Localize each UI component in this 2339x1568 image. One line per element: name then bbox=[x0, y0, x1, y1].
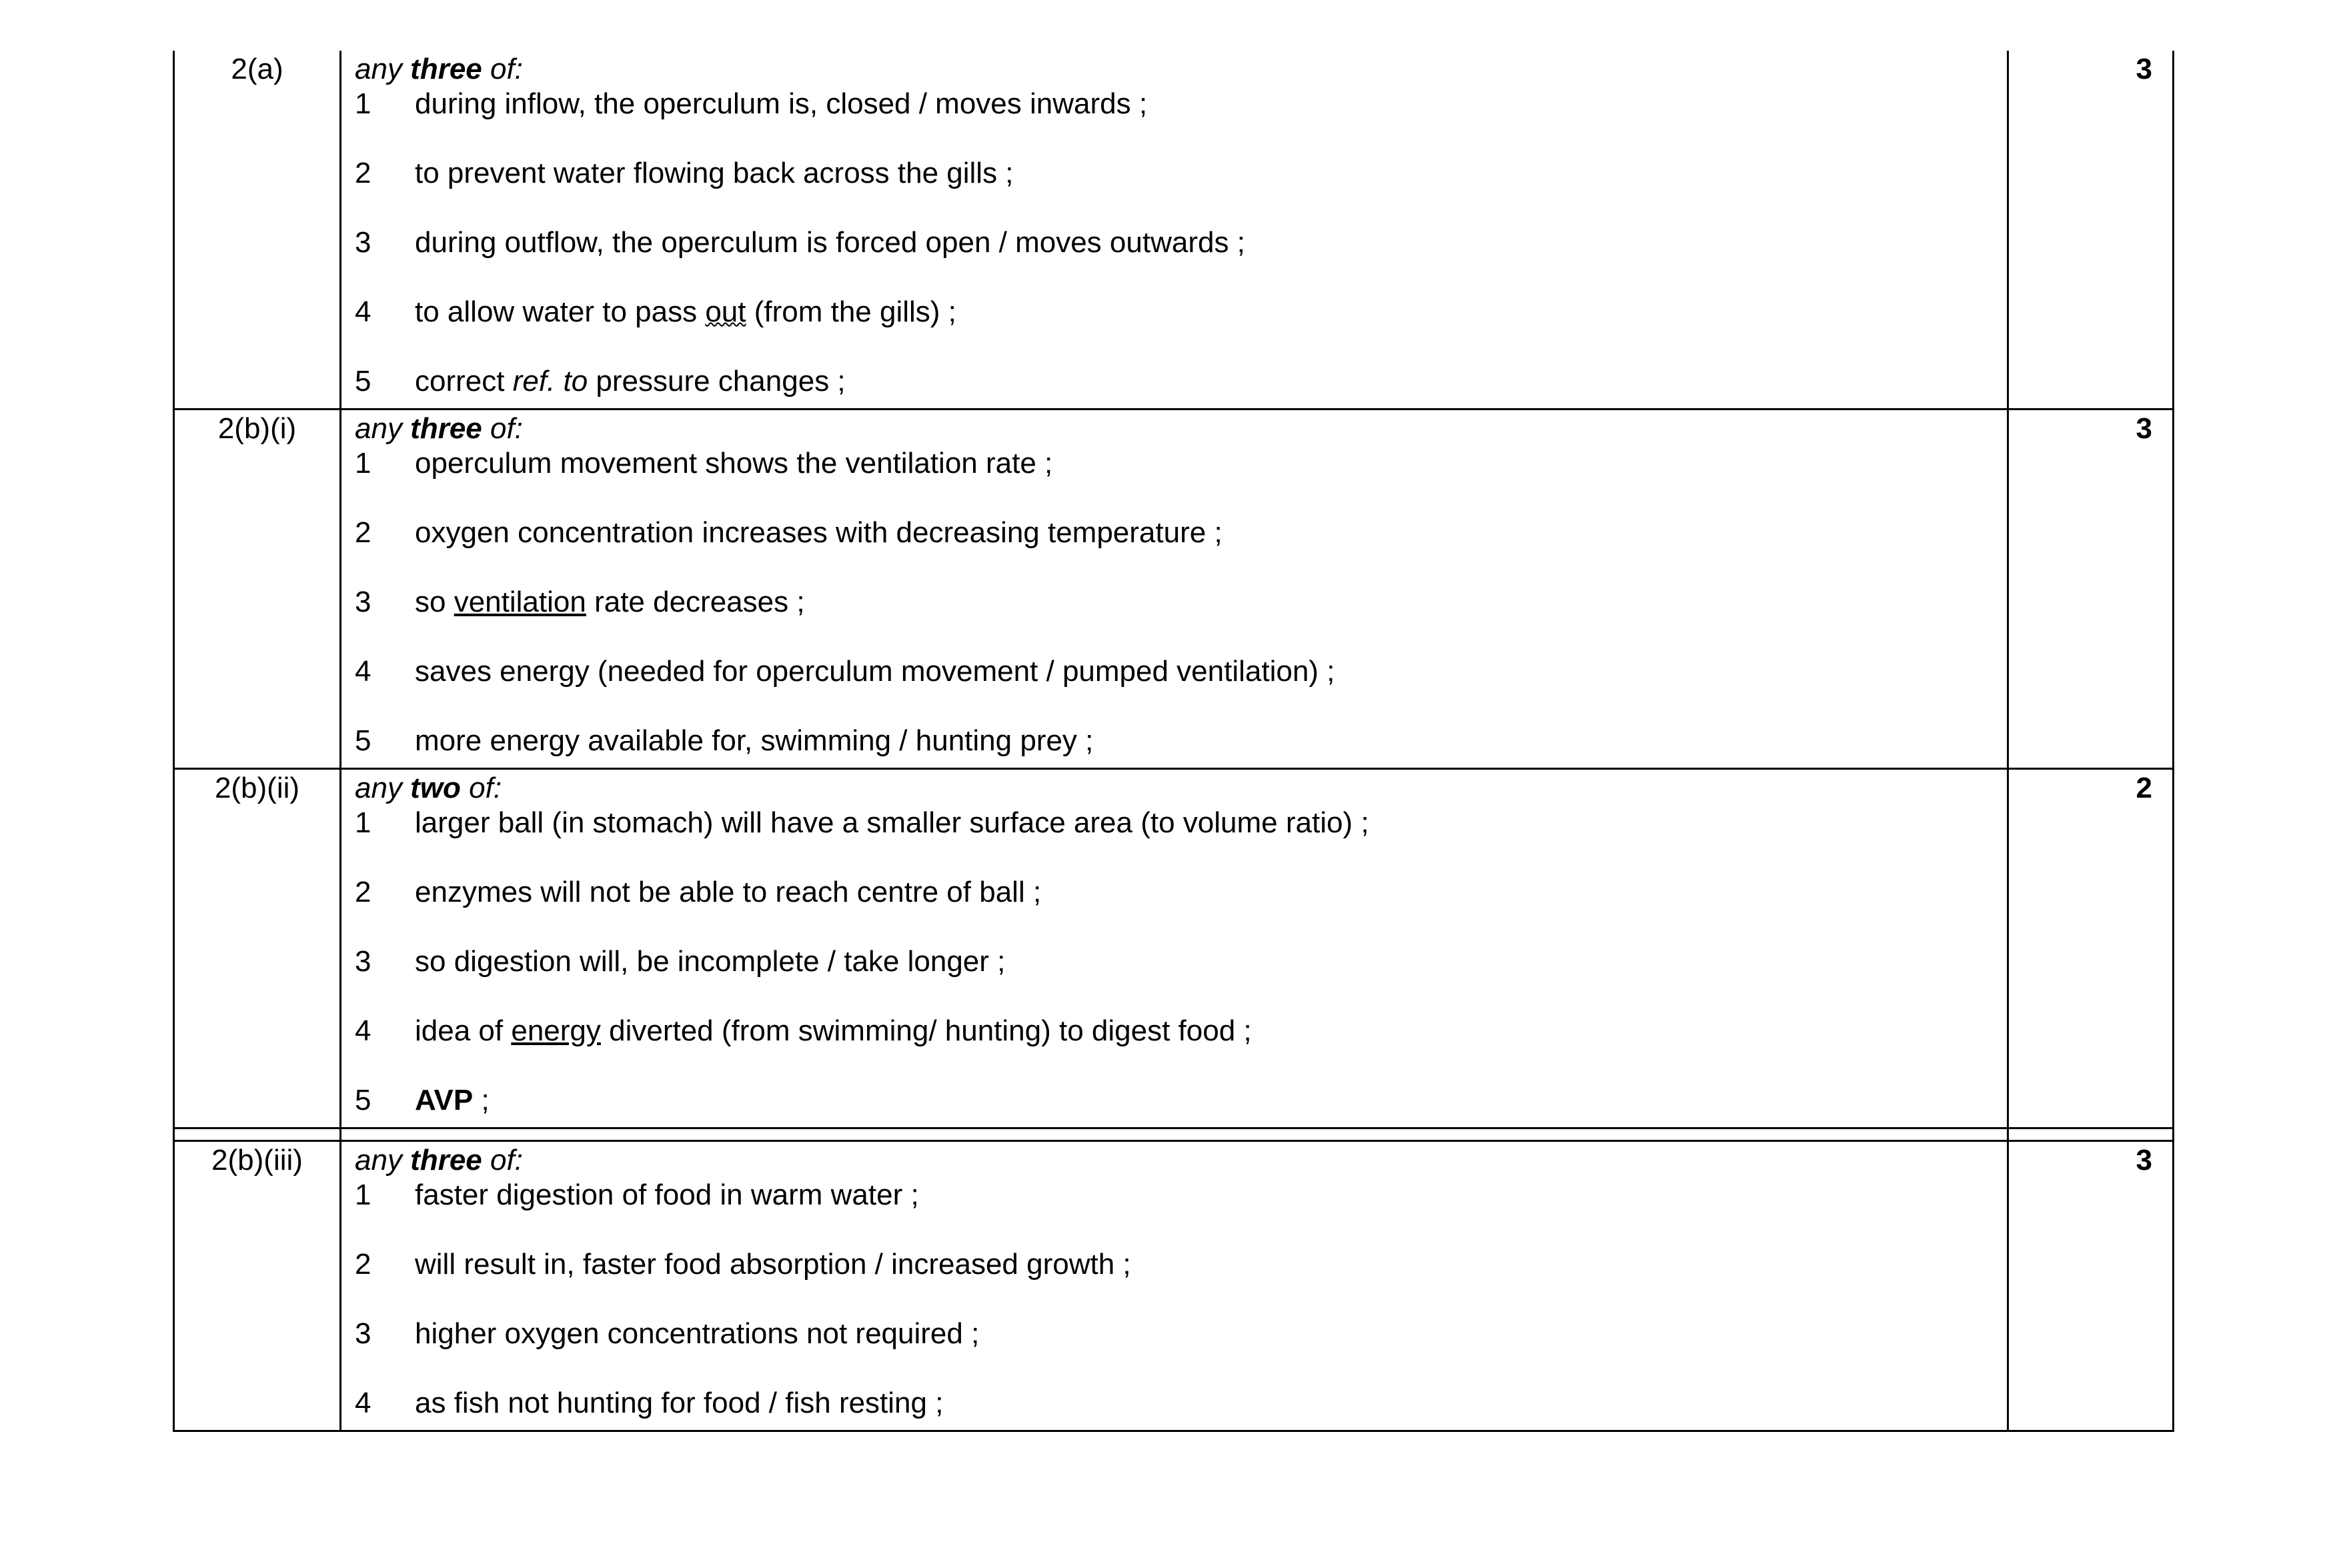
item-text: as fish not hunting for food / fish resting ; bbox=[415, 1387, 944, 1419]
item-number: 3 bbox=[355, 226, 371, 259]
item-number: 4 bbox=[355, 295, 371, 328]
intro-prefix: any bbox=[355, 412, 411, 445]
item-text-bold: AVP bbox=[415, 1084, 474, 1116]
answer-item bbox=[355, 156, 2007, 191]
item-text: during outflow, the operculum is forced open / moves outwards ; bbox=[415, 226, 1245, 259]
item-text-part: to allow water to pass bbox=[415, 295, 706, 328]
marks-value: 2 bbox=[2008, 769, 2174, 1128]
item-number: 5 bbox=[355, 724, 371, 757]
answer-item bbox=[355, 654, 2007, 689]
item-text-part: correct bbox=[415, 365, 513, 398]
marks-value: 3 bbox=[2008, 1141, 2174, 1431]
item-text: higher oxygen concentrations not required ; bbox=[415, 1317, 980, 1350]
answer-item bbox=[355, 516, 2007, 550]
item-text bbox=[415, 1014, 2007, 1048]
intro-bold: three bbox=[410, 412, 482, 445]
item-number: 2 bbox=[355, 516, 371, 549]
intro-bold: three bbox=[410, 53, 482, 85]
question-number: 2(b)(i) bbox=[174, 410, 341, 769]
marks-value: 3 bbox=[2008, 410, 2174, 769]
intro-prefix: any bbox=[355, 772, 411, 804]
answer-item bbox=[355, 225, 2007, 260]
question-number: 2(b)(iii) bbox=[174, 1141, 341, 1431]
item-text-part: rate decreases ; bbox=[586, 586, 805, 618]
answer-item bbox=[355, 806, 2007, 840]
item-text: oxygen concentration increases with decreasing temperature ; bbox=[415, 516, 1223, 549]
answer-item bbox=[355, 1014, 2007, 1048]
item-text bbox=[415, 364, 2007, 399]
answer-cell bbox=[341, 769, 2008, 1128]
item-text-underline: ventilation bbox=[454, 586, 586, 618]
item-text-italic: ref. to bbox=[512, 365, 588, 398]
item-text-underline: energy bbox=[511, 1014, 601, 1047]
intro-bold: three bbox=[410, 1144, 482, 1177]
answer-cell bbox=[341, 410, 2008, 769]
intro-suffix: of: bbox=[482, 53, 523, 85]
separator-cell bbox=[2008, 1128, 2174, 1141]
intro-suffix: of: bbox=[482, 1144, 523, 1177]
answer-intro bbox=[355, 771, 2007, 806]
item-text: to prevent water flowing back across the gills ; bbox=[415, 157, 1014, 189]
item-number: 3 bbox=[355, 1317, 371, 1350]
separator-cell bbox=[341, 1128, 2008, 1141]
item-text bbox=[415, 1083, 2007, 1118]
item-text-part: (from the gills) ; bbox=[746, 295, 956, 328]
intro-suffix: of: bbox=[482, 412, 523, 445]
item-number: 4 bbox=[355, 655, 371, 688]
item-text: more energy available for, swimming / hunting prey ; bbox=[415, 724, 1094, 757]
item-text-part: diverted (from swimming/ hunting) to digest food ; bbox=[600, 1014, 1252, 1047]
answer-item bbox=[355, 875, 2007, 910]
item-text: operculum movement shows the ventilation rate ; bbox=[415, 447, 1053, 480]
item-text: larger ball (in stomach) will have a smaller surface area (to volume ratio) ; bbox=[415, 806, 1369, 839]
question-number: 2(a) bbox=[174, 51, 341, 410]
item-text: during inflow, the operculum is, closed / moves inwards ; bbox=[415, 87, 1148, 120]
item-text: faster digestion of food in warm water ; bbox=[415, 1179, 919, 1211]
item-number: 2 bbox=[355, 1248, 371, 1281]
question-row-2bii bbox=[174, 769, 2174, 1128]
item-number: 4 bbox=[355, 1387, 371, 1419]
item-text bbox=[415, 585, 2007, 620]
answer-item bbox=[355, 295, 2007, 329]
answer-item bbox=[355, 446, 2007, 481]
answer-intro bbox=[355, 1143, 2007, 1178]
answer-item bbox=[355, 1386, 2007, 1421]
intro-suffix: of: bbox=[460, 772, 502, 804]
item-text-wavy-underline: out bbox=[705, 295, 746, 328]
item-text-part: pressure changes ; bbox=[588, 365, 846, 398]
question-number: 2(b)(ii) bbox=[174, 769, 341, 1128]
mark-scheme-table bbox=[173, 51, 2174, 1432]
marks-value: 3 bbox=[2008, 51, 2174, 410]
answer-item bbox=[355, 944, 2007, 979]
item-number: 5 bbox=[355, 365, 371, 398]
item-number: 4 bbox=[355, 1014, 371, 1047]
item-text: saves energy (needed for operculum movement / pumped ventilation) ; bbox=[415, 655, 1335, 688]
answer-cell bbox=[341, 51, 2008, 410]
question-row-2a bbox=[174, 51, 2174, 410]
answer-item bbox=[355, 1178, 2007, 1213]
item-number: 2 bbox=[355, 876, 371, 908]
answer-cell bbox=[341, 1141, 2008, 1431]
answer-item bbox=[355, 1317, 2007, 1351]
answer-intro bbox=[355, 412, 2007, 446]
item-number: 1 bbox=[355, 1179, 371, 1211]
answer-item bbox=[355, 87, 2007, 121]
answer-item bbox=[355, 585, 2007, 620]
answer-item bbox=[355, 364, 2007, 399]
item-text bbox=[415, 295, 2007, 329]
item-number: 2 bbox=[355, 157, 371, 189]
answer-item bbox=[355, 1247, 2007, 1282]
table-separator-row bbox=[174, 1128, 2174, 1141]
item-number: 1 bbox=[355, 447, 371, 480]
question-row-2biii bbox=[174, 1141, 2174, 1431]
item-number: 3 bbox=[355, 586, 371, 618]
question-row-2bi bbox=[174, 410, 2174, 769]
item-text: enzymes will not be able to reach centre of ball ; bbox=[415, 876, 1042, 908]
item-text-part: idea of bbox=[415, 1014, 512, 1047]
intro-prefix: any bbox=[355, 53, 411, 85]
item-text-part: so bbox=[415, 586, 454, 618]
answer-intro bbox=[355, 52, 2007, 87]
intro-bold: two bbox=[410, 772, 461, 804]
item-text: so digestion will, be incomplete / take longer ; bbox=[415, 945, 1006, 978]
item-text-part: ; bbox=[473, 1084, 490, 1116]
item-number: 3 bbox=[355, 945, 371, 978]
item-number: 1 bbox=[355, 806, 371, 839]
answer-item bbox=[355, 1083, 2007, 1118]
item-text: will result in, faster food absorption / increased growth ; bbox=[415, 1248, 1131, 1281]
answer-item bbox=[355, 724, 2007, 758]
item-number: 5 bbox=[355, 1084, 371, 1116]
intro-prefix: any bbox=[355, 1144, 411, 1177]
item-number: 1 bbox=[355, 87, 371, 120]
mark-scheme-page bbox=[173, 51, 2172, 1432]
separator-cell bbox=[174, 1128, 341, 1141]
